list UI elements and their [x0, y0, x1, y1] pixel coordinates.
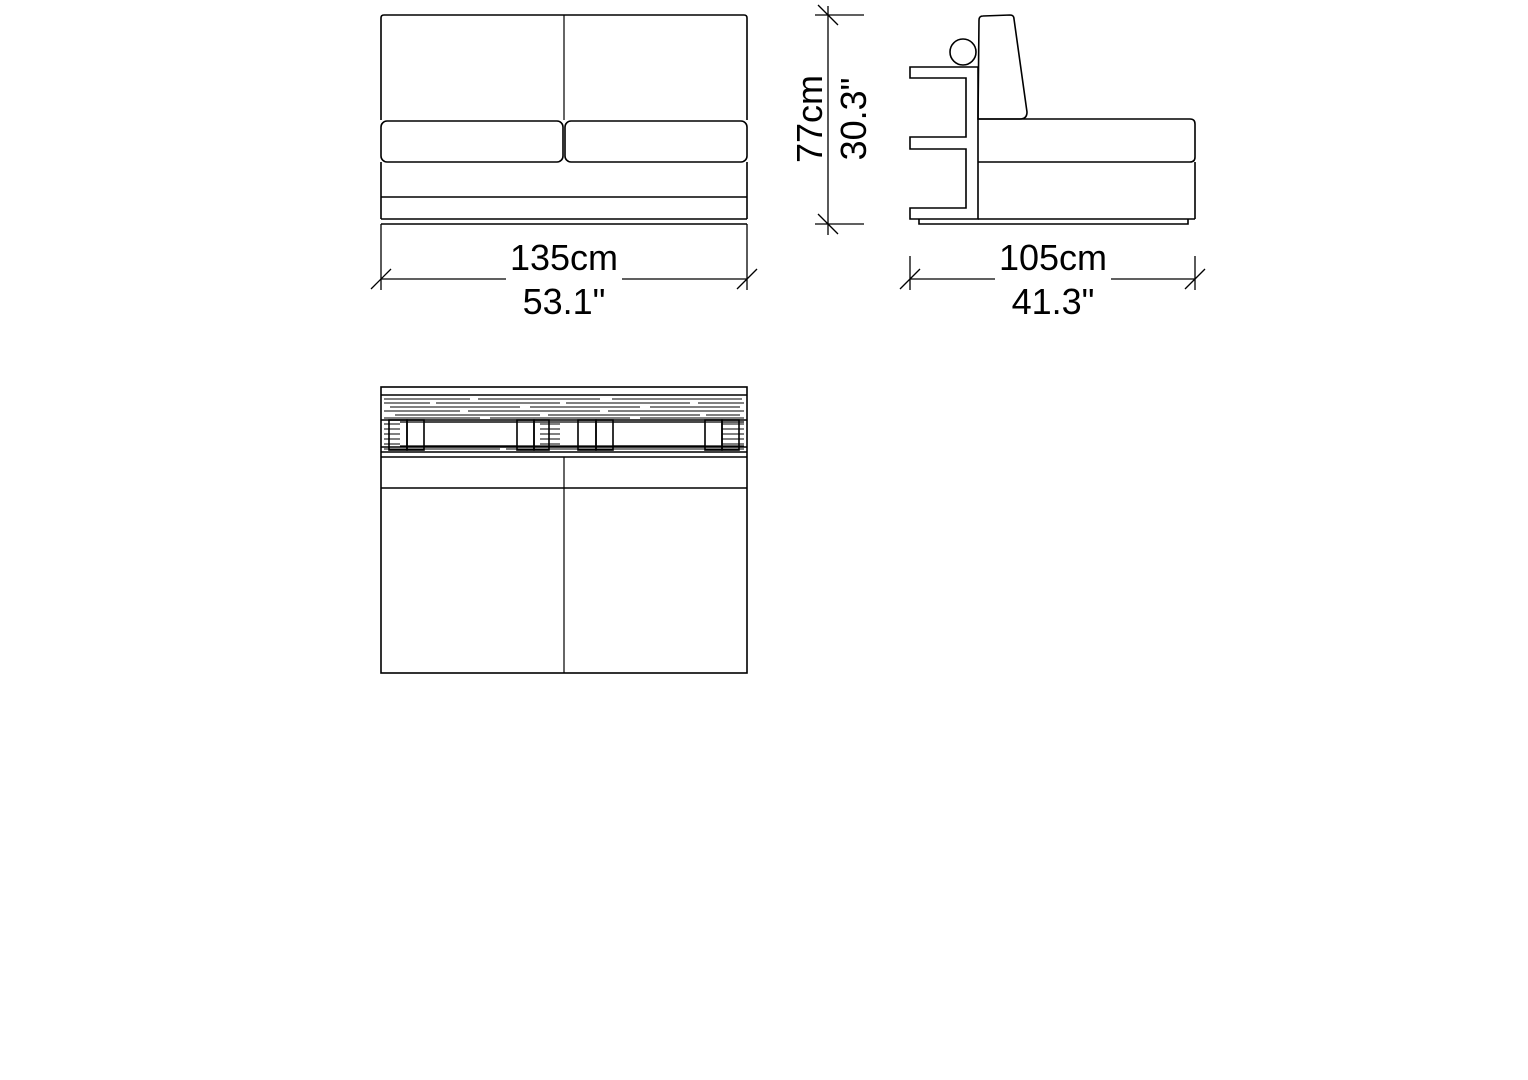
side-view: [910, 15, 1195, 224]
front-base-sides: [381, 162, 747, 219]
height-metric-label: 77cm: [789, 74, 830, 164]
width-dimension: [371, 224, 757, 322]
front-left-seat-cushion: [381, 121, 563, 162]
front-view: [381, 15, 747, 224]
height-imperial-label: 30.3": [833, 77, 874, 161]
height-dimension: [789, 5, 874, 235]
plan-backrest-wood-grain: [381, 395, 747, 457]
side-seat-cushion: [978, 119, 1195, 162]
front-right-seat-cushion: [565, 121, 747, 162]
width-imperial-label: 53.1": [522, 281, 606, 322]
side-shelf-panel: [910, 67, 978, 219]
depth-dimension: [900, 237, 1205, 322]
depth-imperial-label: 41.3": [1011, 281, 1095, 322]
depth-metric-label: 105cm: [998, 237, 1108, 278]
width-metric-label: 135cm: [509, 237, 619, 278]
side-bolster: [950, 39, 976, 65]
plan-view: [381, 387, 747, 673]
side-backrest: [978, 15, 1027, 119]
